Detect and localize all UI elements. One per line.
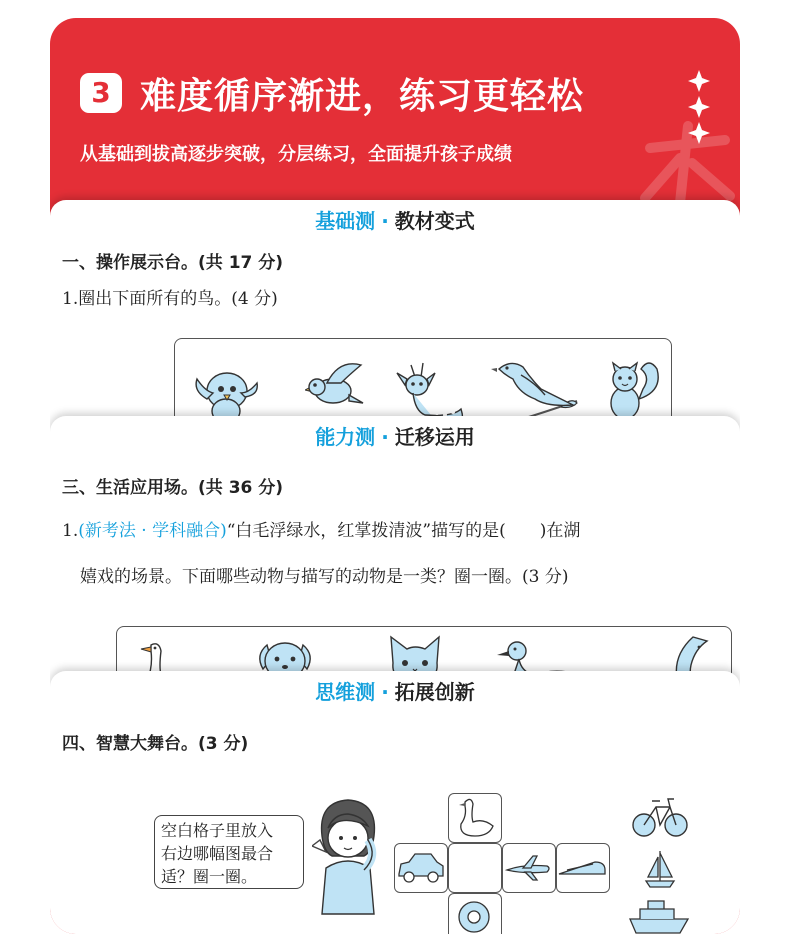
question-text: 1.(新考法 · 学科融合)“白毛浮绿水，红掌拨清波”描写的是( )在湖 xyxy=(62,521,581,541)
grid-cell-right xyxy=(502,843,556,893)
question-group-heading: 三、生活应用场。(共 36 分) xyxy=(62,478,284,498)
bubble-text-line: 空白格子里放入 xyxy=(161,821,274,840)
watermark-glyph-icon xyxy=(630,118,740,208)
grid-cell-left xyxy=(394,843,448,893)
question-text-continued: 嬉戏的场景。下面哪些动物与描写的动物是一类？圈一圈。(3 分) xyxy=(80,567,569,587)
grid-cell-top xyxy=(448,793,502,843)
section-topic: 教材变式 xyxy=(394,209,475,233)
separator-dot: · xyxy=(381,680,389,704)
swan-icon xyxy=(449,794,499,840)
section-heading xyxy=(50,205,740,234)
question-group-heading: 四、智慧大舞台。(3 分) xyxy=(62,734,249,754)
question-group-heading: 一、操作展示台。(共 17 分) xyxy=(62,253,284,273)
grid-cell-far-right xyxy=(556,843,610,893)
ship-icon xyxy=(628,897,690,934)
separator-dot: · xyxy=(381,425,389,449)
girl-thinking-illustration xyxy=(312,796,384,916)
bird-illustration xyxy=(305,357,365,413)
airplane-icon xyxy=(503,844,553,890)
feature-card xyxy=(50,18,740,934)
section-thinking-test xyxy=(50,671,740,934)
section-topic: 拓展创新 xyxy=(394,680,475,704)
train-icon xyxy=(557,844,607,890)
feature-number-badge: 3 xyxy=(80,73,122,113)
section-heading xyxy=(50,421,740,450)
section-category: 思维测 xyxy=(315,680,376,704)
sailboat-icon xyxy=(642,847,678,891)
separator-dot: · xyxy=(381,209,389,233)
question-tag: (新考法 · 学科融合) xyxy=(78,521,227,541)
section-heading xyxy=(50,676,740,705)
section-topic: 迁移运用 xyxy=(394,425,475,449)
page-title: 难度循序渐进，练习更轻松 xyxy=(140,76,585,117)
grid-cell-center-blank xyxy=(448,843,502,893)
bicycle-icon xyxy=(630,793,690,841)
section-category: 基础测 xyxy=(315,209,376,233)
grid-cell-bottom xyxy=(448,893,502,934)
header-banner xyxy=(50,18,740,208)
section-ability-test xyxy=(50,416,740,694)
bubble-text-line: 右边哪幅图最合 xyxy=(161,844,274,863)
section-category: 能力测 xyxy=(315,425,376,449)
bubble-text-line: 适？圈一圈。 xyxy=(161,867,258,886)
section-basic-test xyxy=(50,200,740,440)
page-subtitle: 从基础到拔高逐步突破，分层练习，全面提升孩子成绩 xyxy=(80,144,512,165)
question-text: 1.圈出下面所有的鸟。(4 分) xyxy=(62,289,278,309)
swim-ring-icon xyxy=(449,894,499,934)
car-icon xyxy=(395,844,445,890)
speech-bubble xyxy=(154,815,304,889)
